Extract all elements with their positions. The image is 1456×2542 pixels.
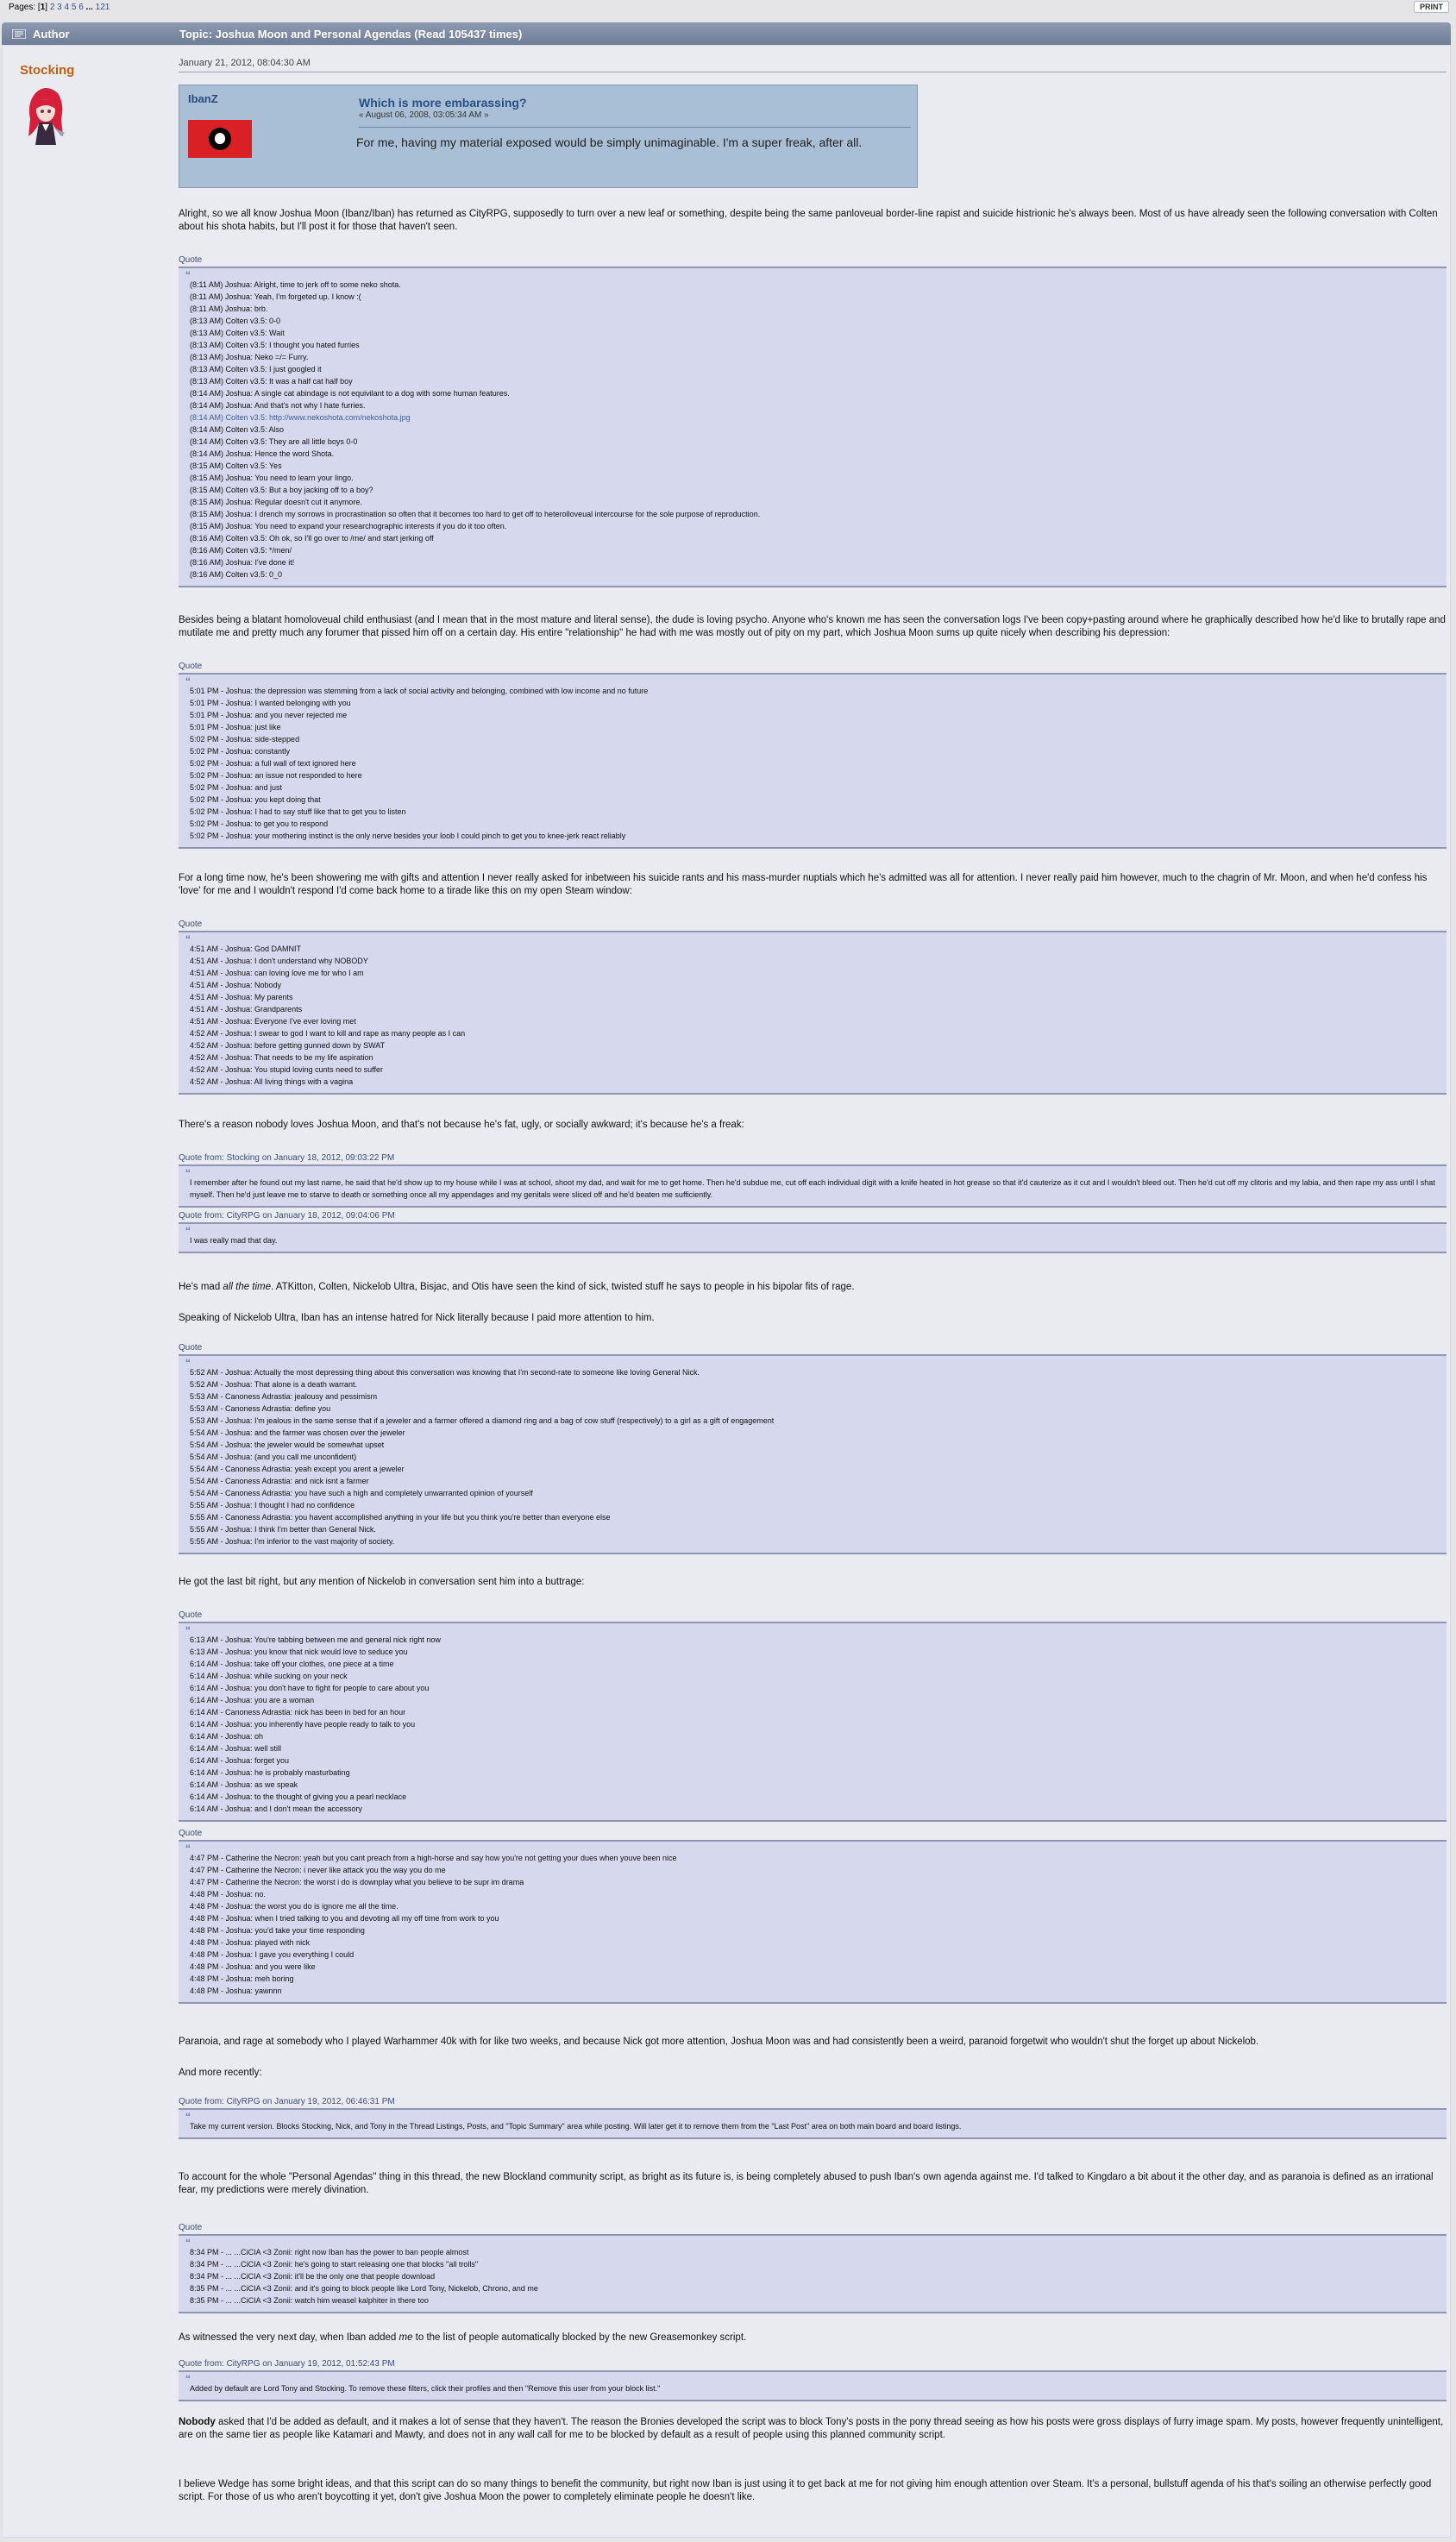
quote-block: “ I was really mad that day.: [179, 1222, 1447, 1253]
page-ellipsis: ...: [85, 3, 93, 12]
quote-line: 6:14 AM - Joshua: well still: [190, 1744, 282, 1753]
quote-header: Quote: [179, 1610, 203, 1620]
avatar: [20, 85, 158, 156]
page-link[interactable]: 5: [71, 3, 77, 12]
quote-line: 4:52 AM - Joshua: before getting gunned down by SWAT: [190, 1041, 386, 1050]
post-paragraph: Speaking of Nickelob Ultra, Iban has an intense hatred for Nick literally because I paid more attention to him.: [179, 1313, 655, 1323]
quote-line: (8:15 AM) Joshua: You need to learn your lingo.: [190, 474, 354, 482]
quote-header: Quote: [179, 2223, 203, 2232]
post-paragraph: Nobody asked that I'd be added as default, and it makes a lot of sense that they haven't. The reason the Bronies developed the script was to block Tony's posts in the pony thread seeing as how his posts were gross displays of furry image spam. My posts, however frequently unintelligent, are on the same tier as people like Katamari and Mawty, and does not in any wall call for me to be blocked by default as a result of people using this planned community script.: [179, 2417, 1444, 2440]
quote-line: 5:02 PM - Joshua: you kept doing that: [190, 795, 321, 804]
post-paragraph: To account for the whole "Personal Agendas" thing in this thread, the new Blockland community script, as bright as its future is, is being completely abused to push Iban's own agenda against me. I'd talked to Kingdaro a bit about it the other day, and as paranoia is defined as an irrational fear, my predictions were merely divination.: [179, 2172, 1434, 2195]
quote-line: 5:02 PM - Joshua: your mothering instinct is the only nerve besides your loob I could pinch to get you to knee-jerk react reliably: [190, 832, 626, 840]
quote-line: 4:48 PM - Joshua: you'd take your time responding: [190, 1926, 365, 1935]
embed-text: For me, having my material exposed would be simply unimaginable. I'm a super freak, after all.: [356, 135, 863, 149]
quote-line: 6:14 AM - Joshua: forget you: [190, 1756, 290, 1765]
quote-line: 6:14 AM - Joshua: you inherently have people ready to talk to you: [190, 1720, 416, 1729]
quote-line: 5:55 AM - Canoness Adrastia: you havent accomplished anything in your life but you think you're better than everyone else: [190, 1513, 611, 1522]
quote-line: (8:13 AM) Colten v3.5: 0-0: [190, 317, 281, 325]
quote-line: (8:14 AM) Joshua: And that's not why I hate furries.: [190, 401, 366, 410]
quote-line: 5:55 AM - Joshua: I'm inferior to the vast majority of society.: [190, 1537, 395, 1546]
quote-line: Added by default are Lord Tony and Stocking. To remove these filters, click their profiles and then "Remove this user from your block list.": [190, 2384, 661, 2393]
quote-header: Quote: [179, 255, 203, 265]
quote-line: (8:13 AM) Colten v3.5: I just googled it: [190, 365, 322, 373]
quote-line: I remember after he found out my last name, he said that he'd show up to my house while I was at school, shoot my dad, and wait for me to get home. Then he'd subdue me, cut off each individual digit with a knife heated in hot grease so that it'd cauterize as it cut and I wouldn't bleed out. Then he'd cut off my clitoris and my labia, and then rape my ass until I shat myself. Then he'd just leave me to starve to death or something once all my appendages and my genitals were sliced off and he'd beaten me sufficiently.: [190, 1178, 1435, 1199]
quote-line: 6:13 AM - Joshua: you know that nick would love to seduce you: [190, 1648, 408, 1656]
quote-line: 6:14 AM - Joshua: he is probably masturbating: [190, 1768, 350, 1777]
quote-line: (8:14 AM) Colten v3.5: Also: [190, 425, 285, 434]
quote-line: 5:53 AM - Joshua: I'm jealous in the same sense that if a jeweler and a farmer offered a diamond ring and a bag of cow stuff (respectively) to a girl as a gift of engagement: [190, 1416, 775, 1425]
quote-line: 4:48 PM - Joshua: meh boring: [190, 1974, 294, 1983]
poster-name[interactable]: Stocking: [20, 63, 75, 78]
quote-line: 4:51 AM - Joshua: Nobody: [190, 981, 282, 989]
quote-line: 4:47 PM - Catherine the Necron: the worst i do is downplay what you believe to be supr im drama: [190, 1878, 524, 1886]
quote-header[interactable]: Quote from: CityRPG on January 19, 2012, 06:46:31 PM: [179, 2097, 395, 2106]
quote-line: 8:34 PM - ... ...CiCIA <3 Zonii: he's going to start releasing one that blocks "all trolls": [190, 2260, 479, 2269]
page-link[interactable]: 4: [64, 3, 70, 12]
quote-line: (8:16 AM) Colten v3.5: Oh ok, so I'll go over to /me/ and start jerking off: [190, 534, 434, 543]
post-paragraph: There's a reason nobody loves Joshua Moon, and that's not because he's fat, ugly, or socially awkward; it's because he's a freak:: [179, 1120, 744, 1130]
quote-line: 5:54 AM - Canoness Adrastia: and nick isnt a farmer: [190, 1477, 369, 1485]
quote-line: 4:51 AM - Joshua: I don't understand why NOBODY: [190, 957, 368, 965]
quote-line: 5:01 PM - Joshua: the depression was stemming from a lack of social activity and belonging, combined with low income and no future: [190, 687, 649, 695]
post-paragraph: He's mad all the time. ATKitton, Colten, Nickelob Ultra, Bisjac, and Otis have seen the kind of sick, twisted stuff he says to people in his bipolar fits of rage.: [179, 1282, 855, 1292]
topic-icon: [12, 29, 26, 39]
current-page: 1: [40, 3, 46, 12]
quote-line: (8:14 AM) Colten v3.5: They are all little boys 0-0: [190, 437, 358, 446]
quote-line: 4:52 AM - Joshua: I swear to god I want to kill and rape as many people as I can: [190, 1029, 466, 1038]
embed-divider: [359, 127, 911, 128]
quote-header: Quote: [179, 920, 203, 929]
quote-line: 6:14 AM - Joshua: take off your clothes, one piece at a time: [190, 1660, 394, 1668]
quote-line: (8:15 AM) Colten v3.5: But a boy jacking off to a boy?: [190, 486, 373, 494]
quote-block: “ 4:47 PM - Catherine the Necron: yeah but you cant preach from a high-horse and say how you're not getting your dues when youve been nice 4:47 PM - Catherine the Necron: i never like attack you the way you do me 4:47 PM - Catherine the Necron: the worst i do is downplay what you believe to be supr im drama 4:48 PM - Joshua: no. 4:48 PM - Joshua: the worst you do is ignore me all the time. 4:48 PM - Joshua: when I tried talking to you and devoting all my off time from work to you 4:48 PM - Joshua: you'd take your time responding 4:48 PM - Joshua: played with nick 4:48 PM - Joshua: I gave you everything I could 4:48 PM - Joshua: and you were like 4:48 PM - Joshua: meh boring 4:48 PM - Joshua: yawnnn: [179, 1840, 1447, 2004]
post-paragraph: As witnessed the very next day, when Iban added me to the list of people automatically blocked by the new Greasemonkey script.: [179, 2332, 747, 2343]
quote-line: 6:14 AM - Joshua: to the thought of giving you a pearl necklace: [190, 1792, 407, 1801]
quote-line: 8:35 PM - ... ...CiCIA <3 Zonii: watch him weasel kalphiter in there too: [190, 2296, 429, 2305]
quote-line: 5:01 PM - Joshua: I wanted belonging with you: [190, 699, 351, 707]
quote-line: 4:47 PM - Catherine the Necron: yeah but you cant preach from a high-horse and say how you're not getting your dues when youve been nice: [190, 1854, 677, 1862]
post: [2, 45, 1451, 2538]
quote-line: 6:14 AM - Joshua: and I don't mean the accessory: [190, 1805, 362, 1813]
quote-line: (8:14 AM) Joshua: A single cat abindage is not equivilant to a dog with some human features.: [190, 389, 510, 398]
pagination: Pages: [1] 2 3 4 5 6 ... 121: [9, 3, 110, 12]
quote-line: 4:51 AM - Joshua: My parents: [190, 993, 293, 1001]
quote-header[interactable]: Quote from: CityRPG on January 18, 2012, 09:04:06 PM: [179, 1211, 395, 1221]
quote-line: 5:53 AM - Canoness Adrastia: define you: [190, 1404, 331, 1413]
quote-line: (8:15 AM) Joshua: You need to expand your researchographic interests if you do it too often.: [190, 522, 507, 530]
quote-line: Take my current version. Blocks Stocking, Nick, and Tony in the Thread Listings, Posts, and "Topic Summary" area while posting. Will later get it to remove them from the "Last Post" area on both main board and board listings.: [190, 2122, 962, 2131]
quote-line: (8:11 AM) Joshua: brb.: [190, 304, 268, 313]
quote-line: (8:13 AM) Joshua: Neko =/= Furry.: [190, 353, 309, 361]
page-link[interactable]: 6: [78, 3, 84, 12]
quote-line: 6:14 AM - Joshua: as we speak: [190, 1780, 298, 1789]
embed-date: « August 06, 2008, 03:05:34 AM »: [359, 110, 489, 120]
quote-block: “ 5:52 AM - Joshua: Actually the most depressing thing about this conversation was knowing that I'm second-rate to someone like loving General Nick. 5:52 AM - Joshua: That alone is a death warrant. 5:53 AM - Canoness Adrastia: jealousy and pessimism 5:53 AM - Canoness Adrastia: define you 5:53 AM - Joshua: I'm jealous in the same sense that if a jeweler and a farmer offered a diamond ring and a bag of cow stuff (respectively) to a girl as a gift of engagement 5:54 AM - Joshua: and the farmer was chosen over the jeweler 5:54 AM - Joshua: the jeweler would be somewhat upset 5:54 AM - Joshua: (and you call me unconfident) 5:54 AM - Canoness Adrastia: yeah except you arent a jeweler 5:54 AM - Canoness Adrastia: and nick isnt a farmer 5:54 AM - Canoness Adrastia: you have such a high and completely unwarranted opinion of yourself 5:55 AM - Joshua: I thought I had no confidence 5:55 AM - Canoness Adrastia: you havent accomplished anything in your life but you think you're better than everyone else 5:55 AM - Joshua: I think I'm better than General Nick. 5:55 AM - Joshua: I'm inferior to the vast majority of society.: [179, 1354, 1447, 1554]
quote-line: 6:13 AM - Joshua: You're tabbing between me and general nick right now: [190, 1635, 441, 1644]
quote-line: 5:02 PM - Joshua: to get you to respond: [190, 819, 329, 828]
quote-line: 6:14 AM - Joshua: oh: [190, 1732, 264, 1741]
quote-line: (8:15 AM) Colten v3.5: Yes: [190, 461, 282, 470]
quote-line: 5:01 PM - Joshua: just like: [190, 723, 281, 731]
quote-line: 4:51 AM - Joshua: God DAMNIT: [190, 945, 302, 953]
post-paragraph: He got the last bit right, but any mention of Nickelob in conversation sent him into a buttrage:: [179, 1577, 585, 1587]
quote-line: 8:34 PM - ... ...CiCIA <3 Zonii: right now Iban has the power to ban people almost: [190, 2248, 469, 2256]
quote-line: (8:13 AM) Colten v3.5: It was a half cat half boy: [190, 377, 353, 386]
quote-line: (8:14 AM) Colten v3.5: http://www.nekoshota.com/nekoshota.jpg: [190, 413, 411, 422]
quote-line: 5:53 AM - Canoness Adrastia: jealousy and pessimism: [190, 1392, 378, 1401]
page-link[interactable]: 3: [57, 3, 62, 12]
quote-line: 6:14 AM - Joshua: you don't have to fight for people to care about you: [190, 1684, 430, 1692]
quote-line: 5:52 AM - Joshua: Actually the most depressing thing about this conversation was knowing that I'm second-rate to someone like loving General Nick.: [190, 1368, 700, 1377]
quote-line: 6:14 AM - Joshua: while sucking on your neck: [190, 1672, 348, 1680]
topic-header-bar: [2, 22, 1451, 45]
quote-line: 5:02 PM - Joshua: an issue not responded to here: [190, 771, 362, 780]
post-body: [179, 58, 1447, 2502]
quote-line: 5:54 AM - Joshua: (and you call me unconfident): [190, 1453, 357, 1461]
quote-line: 5:02 PM - Joshua: and just: [190, 783, 283, 792]
quote-line: (8:16 AM) Joshua: I've done it!: [190, 558, 295, 567]
quote-line: (8:13 AM) Colten v3.5: Wait: [190, 329, 285, 337]
quote-header: Quote: [179, 662, 203, 671]
quote-block: “ 4:51 AM - Joshua: God DAMNIT 4:51 AM - Joshua: I don't understand why NOBODY 4:51 AM - Joshua: can loving love me for who I am 4:51 AM - Joshua: Nobody 4:51 AM - Joshua: My parents 4:51 AM - Joshua: Grandparents 4:51 AM - Joshua: Everyone I've ever loving met 4:52 AM - Joshua: I swear to god I want to kill and rape as many people as I can 4:52 AM - Joshua: before getting gunned down by SWAT 4:52 AM - Joshua: That needs to be my life aspiration 4:52 AM - Joshua: You stupid loving cunts need to suffer 4:52 AM - Joshua: All living things with a vagina: [179, 931, 1447, 1095]
quote-line: 4:48 PM - Joshua: and you were like: [190, 1962, 316, 1971]
quote-line: (8:11 AM) Joshua: Yeah, I'm forgeted up. I know :(: [190, 292, 361, 301]
post-date: January 21, 2012, 08:04:30 AM: [179, 58, 1447, 72]
quote-header[interactable]: Quote from: Stocking on January 18, 2012, 09:03:22 PM: [179, 1153, 395, 1163]
quote-line: 4:51 AM - Joshua: Grandparents: [190, 1005, 303, 1014]
topic-title: Topic: Joshua Moon and Personal Agendas (Read 105437 times): [179, 28, 523, 41]
quote-line: 4:52 AM - Joshua: That needs to be my life aspiration: [190, 1053, 373, 1062]
quote-line: 4:52 AM - Joshua: All living things with a vagina: [190, 1077, 354, 1086]
quote-line: (8:16 AM) Colten v3.5: 0_0: [190, 570, 283, 579]
quote-line: 5:02 PM - Joshua: a full wall of text ignored here: [190, 759, 356, 768]
quote-line: 5:02 PM - Joshua: side-stepped: [190, 735, 300, 744]
page-link[interactable]: 2: [49, 3, 55, 12]
quote-line: 4:48 PM - Joshua: the worst you do is ignore me all the time.: [190, 1902, 399, 1911]
quote-line: 8:35 PM - ... ...CiCIA <3 Zonii: and it's going to block people like Lord Tony, Nickelob, Chrono, and me: [190, 2284, 538, 2293]
quote-header: Quote: [179, 1829, 203, 1838]
author-column-header: Author: [12, 28, 70, 41]
quote-line: (8:15 AM) Joshua: Regular doesn't cut it anymore.: [190, 498, 362, 506]
quote-line: 4:48 PM - Joshua: when I tried talking to you and devoting all my off time from work to you: [190, 1914, 499, 1923]
post-paragraph: For a long time now, he's been showering me with gifts and attention I never really asked for inbetween his suicide rants and his mass-murder nuptials which he's admitted was all for attention. I never really paid him however, much to the chagrin of Mr. Moon, and when he'd confess his 'love' for me and I wouldn't respond I'd come back home to a tirade like this on my open Steam window:: [179, 873, 1428, 896]
quote-line: 4:51 AM - Joshua: can loving love me for who I am: [190, 969, 364, 977]
quote-line: 4:48 PM - Joshua: no.: [190, 1890, 267, 1899]
post-paragraph: I believe Wedge has some bright ideas, and that this script can do so many things to benefit the community, but right now Iban is just using it to get back at me for not giving him enough attention over Steam. It's a personal, bullstuff agenda of his that's soiling an otherwise perfectly good script. For those of us who aren't boycotting it yet, don't give Joshua Moon the power to completely eliminate people he doesn't like.: [179, 2479, 1432, 2502]
quote-block: “ 6:13 AM - Joshua: You're tabbing between me and general nick right now 6:13 AM - Joshua: you know that nick would love to seduce you 6:14 AM - Joshua: take off your clothes, one piece at a time 6:14 AM - Joshua: while sucking on your neck 6:14 AM - Joshua: you don't have to fight for people to care about you 6:14 AM - Joshua: you are a woman 6:14 AM - Canoness Adrastia: nick has been in bed for an hour 6:14 AM - Joshua: you inherently have people ready to talk to you 6:14 AM - Joshua: oh 6:14 AM - Joshua: well still 6:14 AM - Joshua: forget you 6:14 AM - Joshua: he is probably masturbating 6:14 AM - Joshua: as we speak 6:14 AM - Joshua: to the thought of giving you a pearl necklace 6:14 AM - Joshua: and I don't mean the accessory: [179, 1622, 1447, 1822]
quote-header[interactable]: Quote from: CityRPG on January 19, 2012, 01:52:43 PM: [179, 2359, 395, 2369]
quote-line: 5:54 AM - Canoness Adrastia: yeah except you arent a jeweler: [190, 1465, 405, 1473]
embedded-post-image: [179, 85, 918, 188]
quote-line: 5:54 AM - Joshua: and the farmer was chosen over the jeweler: [190, 1428, 405, 1437]
embed-title: Which is more embarassing?: [359, 96, 527, 110]
page-link[interactable]: 121: [95, 3, 110, 12]
quote-block: “ 8:34 PM - ... ...CiCIA <3 Zonii: right now Iban has the power to ban people almost 8:34 PM - ... ...CiCIA <3 Zonii: he's going to start releasing one that blocks "all trolls" 8:34 PM - ... ...CiCIA <3 Zonii: it'll be the only one that people download 8:35 PM - ... ...CiCIA <3 Zonii: and it's going to block people like Lord Tony, Nickelob, Chrono, and me 8:35 PM - ... ...CiCIA <3 Zonii: watch him weasel kalphiter in there too: [179, 2234, 1447, 2313]
print-button[interactable]: PRINT: [1414, 1, 1449, 13]
quote-line: 4:51 AM - Joshua: Everyone I've ever loving met: [190, 1017, 356, 1026]
quote-line: 5:52 AM - Joshua: That alone is a death warrant.: [190, 1380, 357, 1389]
quote-line: 6:14 AM - Canoness Adrastia: nick has been in bed for an hour: [190, 1708, 406, 1717]
post-paragraph: Besides being a blatant homoloveual child enthusiast (and I mean that in the most mature and literal sense), the dude is loving psycho. Anyone who's known me has seen the conversation logs I've been copy+pasting around where he graphically described how he'd like to brutally rape and mutilate me and pretty much any forumer that pissed him off on a certain day. His entire "relationship" he had with me was mostly out of pity on my part, which Joshua Moon sums up quite nicely when describing his depression:: [179, 615, 1446, 638]
quote-line: 6:14 AM - Joshua: you are a woman: [190, 1696, 315, 1704]
quote-line: (8:14 AM) Joshua: Hence the word Shota.: [190, 449, 335, 458]
quote-line: 4:48 PM - Joshua: I gave you everything I could: [190, 1950, 355, 1959]
apple-flag-icon: [188, 120, 252, 158]
quote-block: “ 5:01 PM - Joshua: the depression was stemming from a lack of social activity and belonging, combined with low income and no future 5:01 PM - Joshua: I wanted belonging with you 5:01 PM - Joshua: and you never rejected me 5:01 PM - Joshua: just like 5:02 PM - Joshua: side-stepped 5:02 PM - Joshua: constantly 5:02 PM - Joshua: a full wall of text ignored here 5:02 PM - Joshua: an issue not responded to here 5:02 PM - Joshua: and just 5:02 PM - Joshua: you kept doing that 5:02 PM - Joshua: I had to say stuff like that to get you to listen 5:02 PM - Joshua: to get you to respond 5:02 PM - Joshua: your mothering instinct is the only nerve besides your loob I could pinch to get you to knee-jerk react reliably: [179, 673, 1447, 849]
quote-line: 5:02 PM - Joshua: I had to say stuff like that to get you to listen: [190, 807, 406, 816]
quote-line: (8:11 AM) Joshua: Alright, time to jerk off to some neko shota.: [190, 280, 401, 289]
quote-block: “ (8:11 AM) Joshua: Alright, time to jerk off to some neko shota. (8:11 AM) Joshua: Yeah, I'm forgeted up. I know :( (8:11 AM) Joshua: brb. (8:13 AM) Colten v3.5: 0-0 (8:13 AM) Colten v3.5: Wait (8:13 AM) Colten v3.5: I thought you hated furries (8:13 AM) Joshua: Neko =/= Furry. (8:13 AM) Colten v3.5: I just googled it (8:13 AM) Colten v3.5: It was a half cat half boy (8:14 AM) Joshua: A single cat abindage is not equivilant to a dog with some human features. (8:14 AM) Joshua: And that's not why I hate furries. (8:14 AM) Colten v3.5: http://www.nekoshota.com/nekoshota.jpg (8:14 AM) Colten v3.5: Also (8:14 AM) Colten v3.5: They are all little boys 0-0 (8:14 AM) Joshua: Hence the word Shota. (8:15 AM) Colten v3.5: Yes (8:15 AM) Joshua: You need to learn your lingo. (8:15 AM) Colten v3.5: But a boy jacking off to a boy? (8:15 AM) Joshua: Regular doesn't cut it anymore. (8:15 AM) Joshua: I drench my sorrows in procrastination so often that it becomes too hard to get off to heterolloveual intercourse for the sole purpose of reproduction. (8:15 AM) Joshua: You need to expand your researchographic interests if you do it too often. (8:16 AM) Colten v3.5: Oh ok, so I'll go over to /me/ and start jerking off (8:16 AM) Colten v3.5: */men/ (8:16 AM) Joshua: I've done it! (8:16 AM) Colten v3.5: 0_0: [179, 267, 1447, 587]
embed-username: IbanZ: [188, 92, 218, 105]
post-paragraph: Alright, so we all know Joshua Moon (Ibanz/Iban) has returned as CityRPG, supposedly to turn over a new leaf or something, despite being the same panloveual border-line rapist and suicide histrionic he's always been. Most of us have already seen the following conversation with Colten about his shota habits, but I'll post it for those that haven't seen.: [179, 209, 1438, 232]
quote-line: 4:47 PM - Catherine the Necron: i never like attack you the way you do me: [190, 1866, 446, 1874]
quote-block: “ Added by default are Lord Tony and Stocking. To remove these filters, click their profiles and then "Remove this user from your block list.": [179, 2370, 1447, 2401]
quote-line: (8:15 AM) Joshua: I drench my sorrows in procrastination so often that it becomes too hard to get off to heterolloveual intercourse for the sole purpose of reproduction.: [190, 510, 761, 518]
quote-line: 4:48 PM - Joshua: yawnnn: [190, 1987, 282, 1995]
quote-line: 4:52 AM - Joshua: You stupid loving cunts need to suffer: [190, 1065, 383, 1074]
quote-line: 5:55 AM - Joshua: I thought I had no confidence: [190, 1501, 355, 1510]
quote-header: Quote: [179, 1343, 203, 1353]
poster-info: [20, 63, 158, 156]
post-paragraph: And more recently:: [179, 2068, 262, 2078]
quote-line: 8:34 PM - ... ...CiCIA <3 Zonii: it'll be the only one that people download: [190, 2272, 436, 2281]
quote-line: 5:54 AM - Joshua: the jeweler would be somewhat upset: [190, 1440, 385, 1449]
quote-block: “ Take my current version. Blocks Stocking, Nick, and Tony in the Thread Listings, Posts, and "Topic Summary" area while posting. Will later get it to remove them from the "Last Post" area on both main board and board listings.: [179, 2108, 1447, 2139]
quote-line: (8:13 AM) Colten v3.5: I thought you hated furries: [190, 341, 360, 349]
pagination-bar: [0, 0, 1456, 16]
quote-block: “ I remember after he found out my last name, he said that he'd show up to my house while I was at school, shoot my dad, and wait for me to get home. Then he'd subdue me, cut off each individual digit with a knife heated in hot grease so that it'd cauterize as it cut and I wouldn't bleed out. Then he'd cut off my clitoris and my labia, and then rape my ass until I shat myself. Then he'd just leave me to starve to death or something once all my appendages and my genitals were sliced off and he'd beaten me sufficiently.: [179, 1164, 1447, 1208]
quote-line: 5:01 PM - Joshua: and you never rejected me: [190, 711, 348, 719]
post-paragraph: Paranoia, and rage at somebody who I played Warhammer 40k with for like two weeks, and because Nick got more attention, Joshua Moon was and had consistently been a weird, paranoid forgetwit who wouldn't shut the forget up about Nickelob.: [179, 2037, 1259, 2047]
quote-line: 5:55 AM - Joshua: I think I'm better than General Nick.: [190, 1525, 376, 1534]
quote-line: I was really mad that day.: [190, 1236, 278, 1245]
quote-line: 5:02 PM - Joshua: constantly: [190, 747, 291, 756]
quote-line: 5:54 AM - Canoness Adrastia: you have such a high and completely unwarranted opinion of yourself: [190, 1489, 533, 1497]
quote-line: 4:48 PM - Joshua: played with nick: [190, 1938, 311, 1947]
quote-line: (8:16 AM) Colten v3.5: */men/: [190, 546, 292, 555]
